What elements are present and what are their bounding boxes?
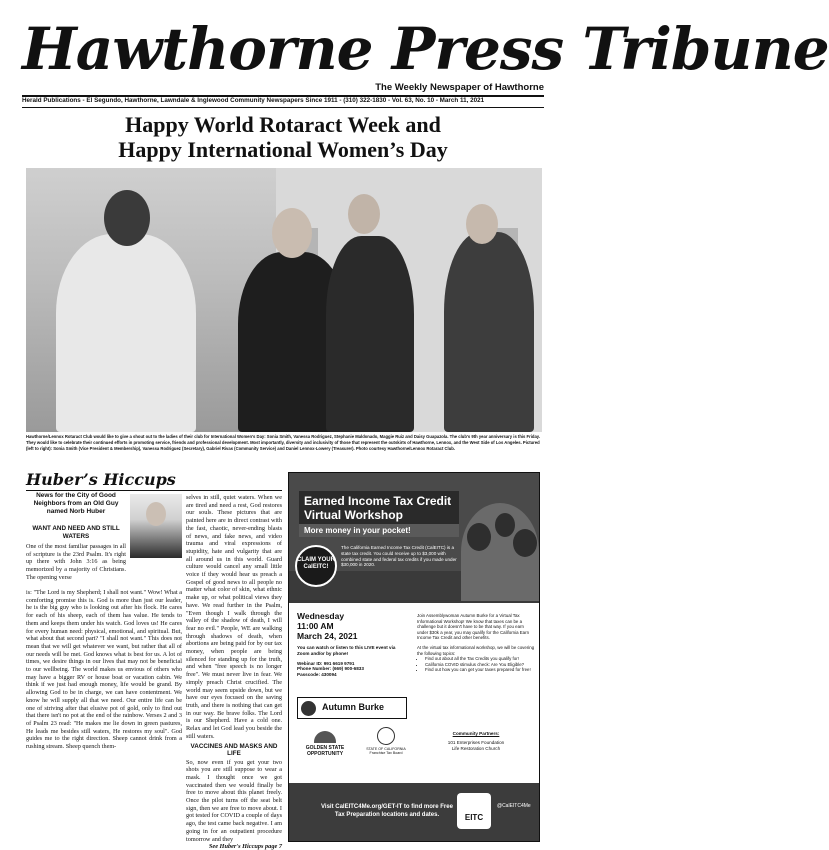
- headline-line-2: Happy International Women’s Day: [118, 137, 448, 162]
- column-text-1: One of the most familiar passages in all of scripture is the 23rd Psalm. It's right up there with John 3:16 as being memorized by a majority of Christians. The opening verse: [26, 543, 126, 581]
- author-portrait: [130, 494, 182, 558]
- ad-topics-list: [417, 656, 535, 673]
- photo-person: [444, 232, 534, 432]
- assembly-name: Autumn Burke: [322, 702, 385, 712]
- main-headline: [22, 112, 544, 162]
- golden-state-logo: [297, 731, 353, 757]
- photo-person-head: [272, 208, 312, 258]
- divider: [22, 107, 544, 108]
- photo-person: [326, 236, 414, 432]
- ad-join-text: Join Assemblywoman Autumn Burke for a Virtual Tax Informational Workshop! We know that taxes can be a challenge but it doesn't have to be that way. If you earn under $30k a year, you may qualify for the California Earn Income Tax Credit and other benefits.: [417, 613, 530, 641]
- event-day: Wednesday: [297, 611, 345, 621]
- photo-person-head: [104, 190, 150, 246]
- ad-family-photo: [461, 503, 539, 601]
- partners-title: Community Partners:: [452, 731, 500, 736]
- ftb-name: STATE OF CALIFORNIA Franchise Tax Board: [366, 747, 406, 755]
- ad-footer: [289, 783, 539, 841]
- event-watch: You can watch or listen to this LIVE event via Zoom and/or by phone!: [297, 645, 396, 656]
- ad-topic: • Find out how you can get your taxes prepared for free!: [425, 667, 535, 673]
- assembly-seal-icon: [301, 701, 316, 716]
- photo-caption: Hawthorne/Lennox Rotaract Club would like to give a shout out to the ladies of their club for International Women's Day: Sonia Smith, Vanessa Rodriguez, Stephanie Maldonado, Maggie Ruiz and Daisy Guapazola. The club's 9th year anniversary is this Friday. They would like to celebrate their continued efforts in promoting service, friends and professional development. Most importantly, diversity and inclusivity of those that represent the outskirts of Hawthorne, Lennox, and the West Side of Los Angeles. Pictured (left to right): Sonia Smith (Vice President & Membership), Vanessa Rodriguez (Secretary), Gabriel Rivas (Community Service) and Daniel Lennox-Lowery (Treasurer). Photo courtesy Hawthorne/Lennox Rotaract Club.: [26, 434, 540, 451]
- continued-link[interactable]: See Huber's Hiccups page 7: [208, 843, 282, 850]
- ad-title: Earned Income Tax Credit Virtual Workshop: [299, 491, 459, 525]
- subhead-want-and-need: WANT AND NEED AND STILL WATERS: [32, 525, 120, 540]
- portrait-head: [146, 502, 166, 526]
- community-partners: [417, 731, 535, 752]
- event-date: March 24, 2021: [297, 631, 358, 641]
- column-text-4: So, now even if you get your two shots you are still suppose to wear a mask. I thought once we got vaccinated then we would finally be free to move about this planet freely. Once the pilot turns off the seat belt sign, then we are free to move about. I got tested for COVID a couple of days ago, the test came back negative. I am going in for an outpatient procedure tomorrow and they: [186, 758, 282, 843]
- column-byline: News for the City of Good Neighbors from an Old Guy named Norb Huber: [33, 492, 119, 515]
- photo-person-head: [466, 204, 498, 244]
- assembly-logo: [297, 697, 407, 719]
- ad-footer-text[interactable]: Visit CalEITC4Me.org/GET-IT to find more Free Tax Preparation locations and dates.: [321, 804, 453, 818]
- ad-subtitle: More money in your pocket!: [299, 524, 459, 537]
- column-text-2: is: "The Lord is my Shepherd; I shall not want." Wow! What a comforting promise this is. God is more than just our leader, he is the big guy who is looking out after his flock. He cares for each of his sheep, each of them has value. He tends to them and keeps them under his watch. God loves us! He cares for every human need: physical, emotional, and spiritual. But, what about that second part? "I shall not want." This does not mean that we will get whatever we want, but rather that all of our needs will be met. God knows what is best for us. A lot of times, we desire things in our lives that may not be beneficial to our wellbeing. The world makes us envious of others who may have a bigger RV or house boat or vacation cabin. We think if we just had enough money, life would be grand. By allowing God to be in charge, we can have contentment. We know he will supply all that we need. Our entire life can be one of striving after that elusive pot of gold, only to find out that there isn't no pot at the end of the rainbow. Verses 2 and 3 of Psalm 23 read: "He makes me lie down in green pastures, He leads me besides still waters, He restores my soul". God guides me to the right direction. Sheep cannot drink from a rushing stream. Sheep quench them-: [26, 589, 182, 751]
- ad-description: [417, 613, 535, 673]
- dateline: Herald Publications - El Segundo, Hawthorne, Lawndale & Inglewood Community Newspapers Since 1911 - (310) 322-1830 - Vol. 63, No. 10 - March 11, 2021: [22, 97, 485, 104]
- ad-blurb: The California Earned Income Tax Credit (CalEITC) is a state tax credit. You could receive up to $3,000 with combined state and federal tax credits if you made under $30,000 in 2020.: [341, 545, 457, 568]
- event-webinar-id: Webinar ID: 991 6619 9791: [297, 660, 355, 666]
- column-text-3: selves in still, quiet waters. When we are tired and need a rest, God restores our souls. These pictures that are painted here are in direct contrast with the fast, chaotic, never-ending blasts of news, and fake news, and video trauma and viral expressions of stupidity, hate and vulgarity that are all around us in this world. Guard culture would cancel any small little voice if they would hear us preach a Gospel of good news to all people no matter what color of skin, what ethnic make up, or what political views they have. We read further in the Psalm, "Even though I walk through the valley of the shadow of death, I will fear no evil." People, WE are walking through shadows of death, when abortions are being paid for by our tax money, when people are being silenced for standing up for the truth, and when "free speech is no longer free". We must never live in fear. We simply preach Christ crucified. The world may seem upside down, but we have our eyes focused on the saving truth, and there is nothing that can get in our way. Be brave folks. The Lord is our Shepherd. Have a cold one. Relax and let God lead you beside the still waters.: [186, 494, 282, 740]
- ad-topic: • Find out about all the Tax Credits you qualify for!: [425, 656, 535, 662]
- ftb-seal-icon: [377, 727, 395, 745]
- family-person: [495, 513, 515, 537]
- sun-icon: [314, 731, 336, 743]
- photo-person-head: [348, 194, 380, 234]
- eitc-workshop-ad: [288, 472, 540, 842]
- photo-person: [56, 234, 196, 432]
- family-person: [467, 523, 491, 551]
- column-title: Huber’s Hiccups: [26, 470, 282, 491]
- masthead-title: Hawthorne Press Tribune: [22, 15, 829, 83]
- event-passcode: Passcode: 430094: [297, 672, 337, 678]
- event-phone: Phone Number: (669) 900-6833: [297, 666, 364, 672]
- subhead-vaccines: VACCINES AND MASKS AND LIFE: [190, 742, 278, 757]
- family-person: [513, 529, 537, 557]
- column-middle: [186, 494, 282, 850]
- golden-state-name: GOLDEN STATE OPPORTUNITY: [305, 745, 345, 757]
- ad-topic: • California COVID stimulus check: Are You Eligible?: [425, 662, 535, 668]
- headline-line-1: Happy World Rotaract Week and: [125, 112, 441, 137]
- event-time: 11:00 AM: [297, 621, 334, 631]
- claim-badge: CLAIM YOUR CalEITC!: [295, 545, 337, 587]
- partner-name: 101 Enterprises Foundation: [447, 740, 505, 745]
- masthead-tagline: The Weekly Newspaper of Hawthorne: [375, 82, 544, 93]
- rotaract-photo: [26, 168, 542, 432]
- ad-covering-text: At the virtual tax informational workshop, we will be covering the following topics:: [417, 644, 535, 656]
- ftb-logo: [361, 727, 411, 755]
- eitc-logo: EITC: [457, 793, 491, 829]
- hubers-hiccups-column: [26, 470, 282, 850]
- partner-name: Life Restoration Church: [451, 746, 501, 751]
- ad-event-info: [297, 611, 409, 678]
- social-handle: @CalEITC4Me: [497, 803, 531, 809]
